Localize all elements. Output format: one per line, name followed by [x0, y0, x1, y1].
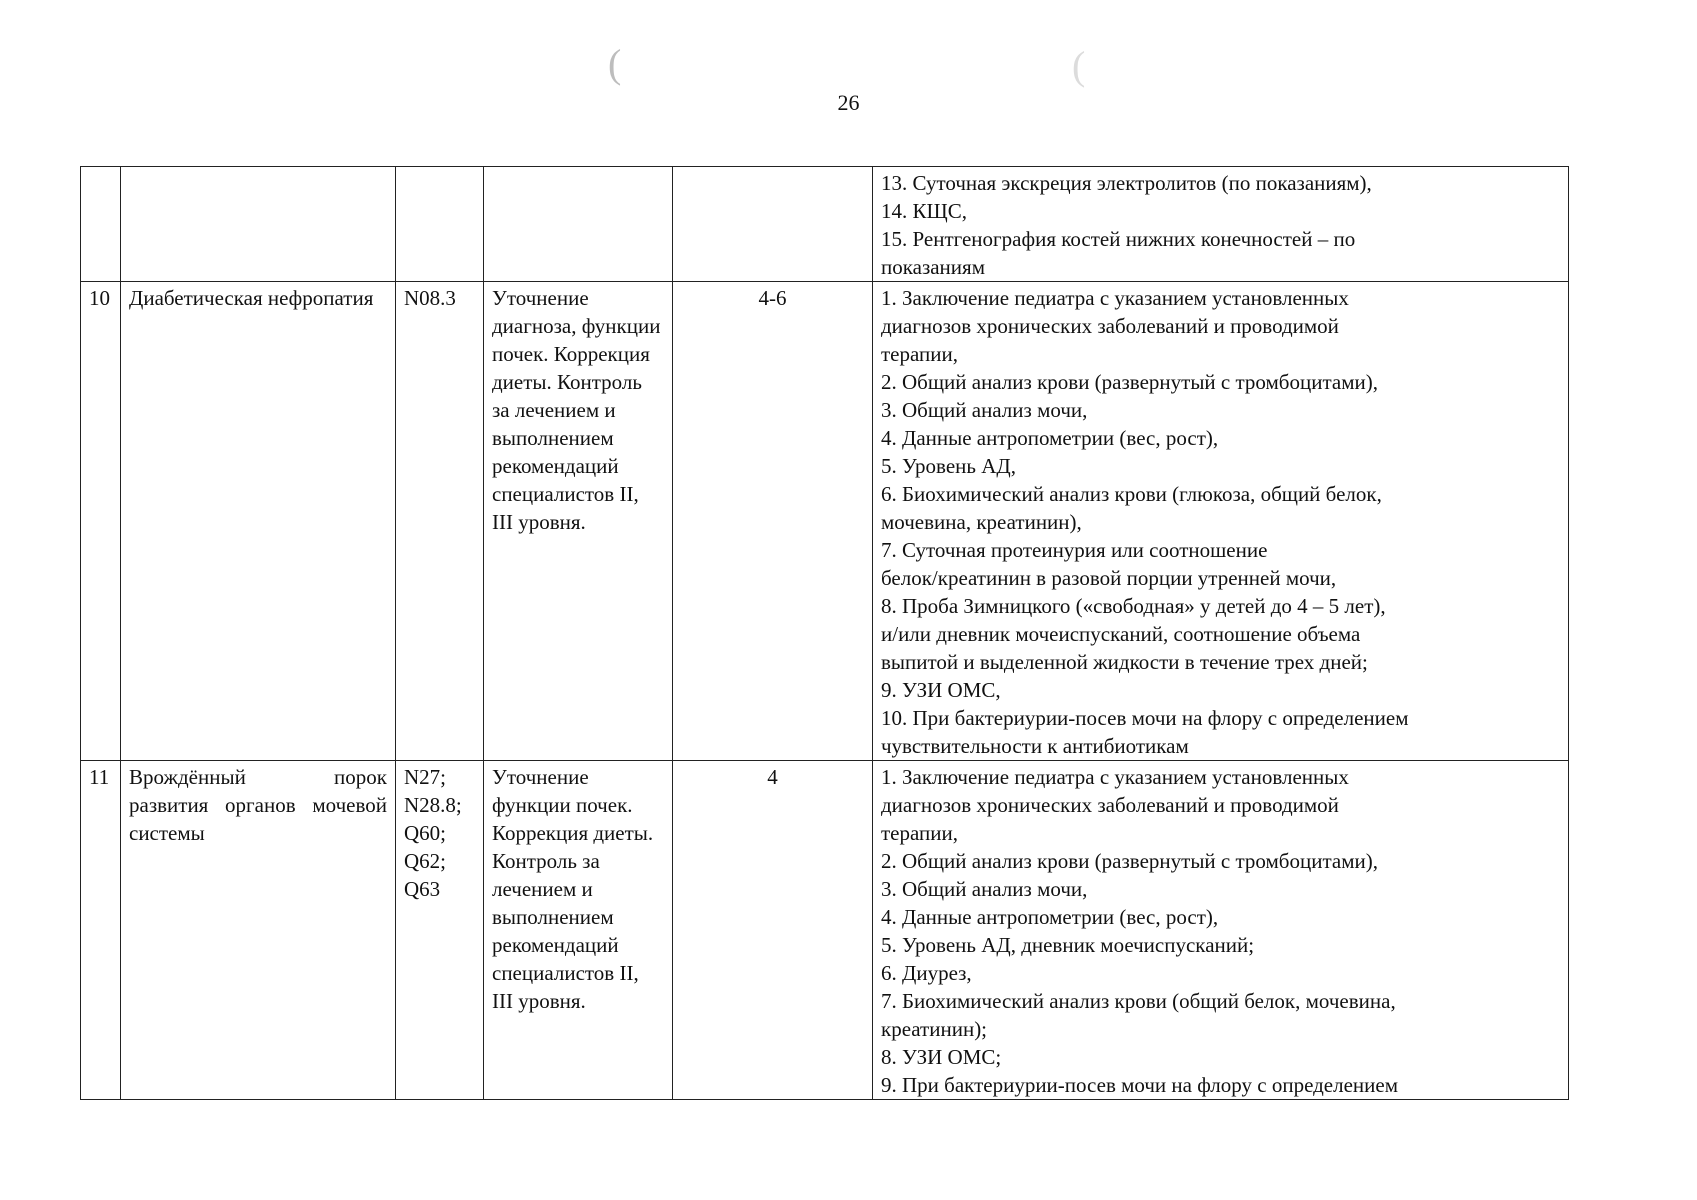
diagnosis-name-cell: [121, 761, 396, 1100]
examination-item: 6. Диурез,: [881, 961, 972, 985]
examination-item: 10. При бактериурии-посев мочи на флору с определением: [881, 706, 1409, 730]
icd-code-cell: N08.3: [396, 282, 484, 761]
examination-item: терапии,: [881, 821, 959, 845]
scan-artifact-mark: (: [608, 41, 622, 86]
row-number-cell: 11: [81, 761, 121, 1100]
examination-item: диагнозов хронических заболеваний и проводимой: [881, 314, 1339, 338]
table-row: [81, 282, 1569, 761]
row-number-cell: 10: [81, 282, 121, 761]
examinations-cell: [873, 761, 1569, 1100]
examination-item: 2. Общий анализ крови (развернутый с тромбоцитами),: [881, 370, 1378, 394]
examination-item: 1. Заключение педиатра с указанием установленных: [881, 765, 1349, 789]
examination-item: 3. Общий анализ мочи,: [881, 398, 1088, 422]
diagnosis-name-text: Врождённый порок развития органов мочевой системы: [129, 765, 387, 845]
examination-item: 7. Биохимический анализ крови (общий белок, мочевина,: [881, 989, 1396, 1013]
examination-item: 6. Биохимический анализ крови (глюкоза, общий белок,: [881, 482, 1382, 506]
examinations-cell: [873, 282, 1569, 761]
examination-item: 9. При бактериурии-посев мочи на флору с определением: [881, 1073, 1399, 1097]
clinical-table: [80, 166, 1569, 1100]
frequency-cell: 4-6: [673, 282, 873, 761]
examination-item: 13. Суточная экскреция электролитов (по показаниям),: [881, 171, 1372, 195]
diagnosis-name-cell: Диабетическая нефропатия: [121, 282, 396, 761]
examination-item: 3. Общий анализ мочи,: [881, 877, 1088, 901]
examination-item: 2. Общий анализ крови (развернутый с тромбоцитами),: [881, 849, 1378, 873]
examination-item: и/или дневник мочеиспусканий, соотношение объема: [881, 622, 1361, 646]
examination-item: 15. Рентгенография костей нижних конечностей – по: [881, 227, 1356, 251]
examination-item: выпитой и выделенной жидкости в течение трех дней;: [881, 650, 1368, 674]
examination-item: 1. Заключение педиатра с указанием установленных: [881, 286, 1349, 310]
examination-item: 4. Данные антропометрии (вес, рост),: [881, 426, 1219, 450]
examination-item: диагнозов хронических заболеваний и проводимой: [881, 793, 1339, 817]
scan-artifact-mark: (: [1072, 43, 1086, 88]
icd-code-cell: [396, 167, 484, 282]
row-number-cell: [81, 167, 121, 282]
goal-cell: Уточнение диагноза, функции почек. Коррекция диеты. Контроль за лечением и выполнением рекомендаций специалистов II, III уровня.: [484, 282, 673, 761]
examination-item: 5. Уровень АД, дневник моечиспусканий;: [881, 933, 1255, 957]
examination-item: креатинин);: [881, 1017, 988, 1041]
goal-cell: [484, 167, 673, 282]
examination-item: белок/креатинин в разовой порции утренней мочи,: [881, 566, 1337, 590]
frequency-cell: [673, 167, 873, 282]
examination-item: 8. Проба Зимницкого («свободная» у детей до 4 – 5 лет),: [881, 594, 1386, 618]
table-row: [81, 761, 1569, 1100]
examination-item: показаниям: [881, 255, 985, 279]
examination-item: 4. Данные антропометрии (вес, рост),: [881, 905, 1219, 929]
frequency-cell: 4: [673, 761, 873, 1100]
page-number: 26: [837, 90, 860, 115]
examination-item: мочевина, креатинин),: [881, 510, 1082, 534]
examination-item: 7. Суточная протеинурия или соотношение: [881, 538, 1268, 562]
examination-item: 8. УЗИ ОМС;: [881, 1045, 1002, 1069]
diagnosis-name-cell: [121, 167, 396, 282]
examinations-cell: [873, 167, 1569, 282]
icd-code-cell: N27; N28.8; Q60; Q62; Q63: [396, 761, 484, 1100]
examination-item: 5. Уровень АД,: [881, 454, 1016, 478]
examination-item: терапии,: [881, 342, 959, 366]
examination-item: чувствительности к антибиотикам: [881, 734, 1189, 758]
examination-item: 9. УЗИ ОМС,: [881, 678, 1001, 702]
examination-item: 14. КЩС,: [881, 199, 967, 223]
goal-cell: Уточнение функции почек. Коррекция диеты. Контроль за лечением и выполнением рекомендаций специалистов II, III уровня.: [484, 761, 673, 1100]
table-row: [81, 167, 1569, 282]
